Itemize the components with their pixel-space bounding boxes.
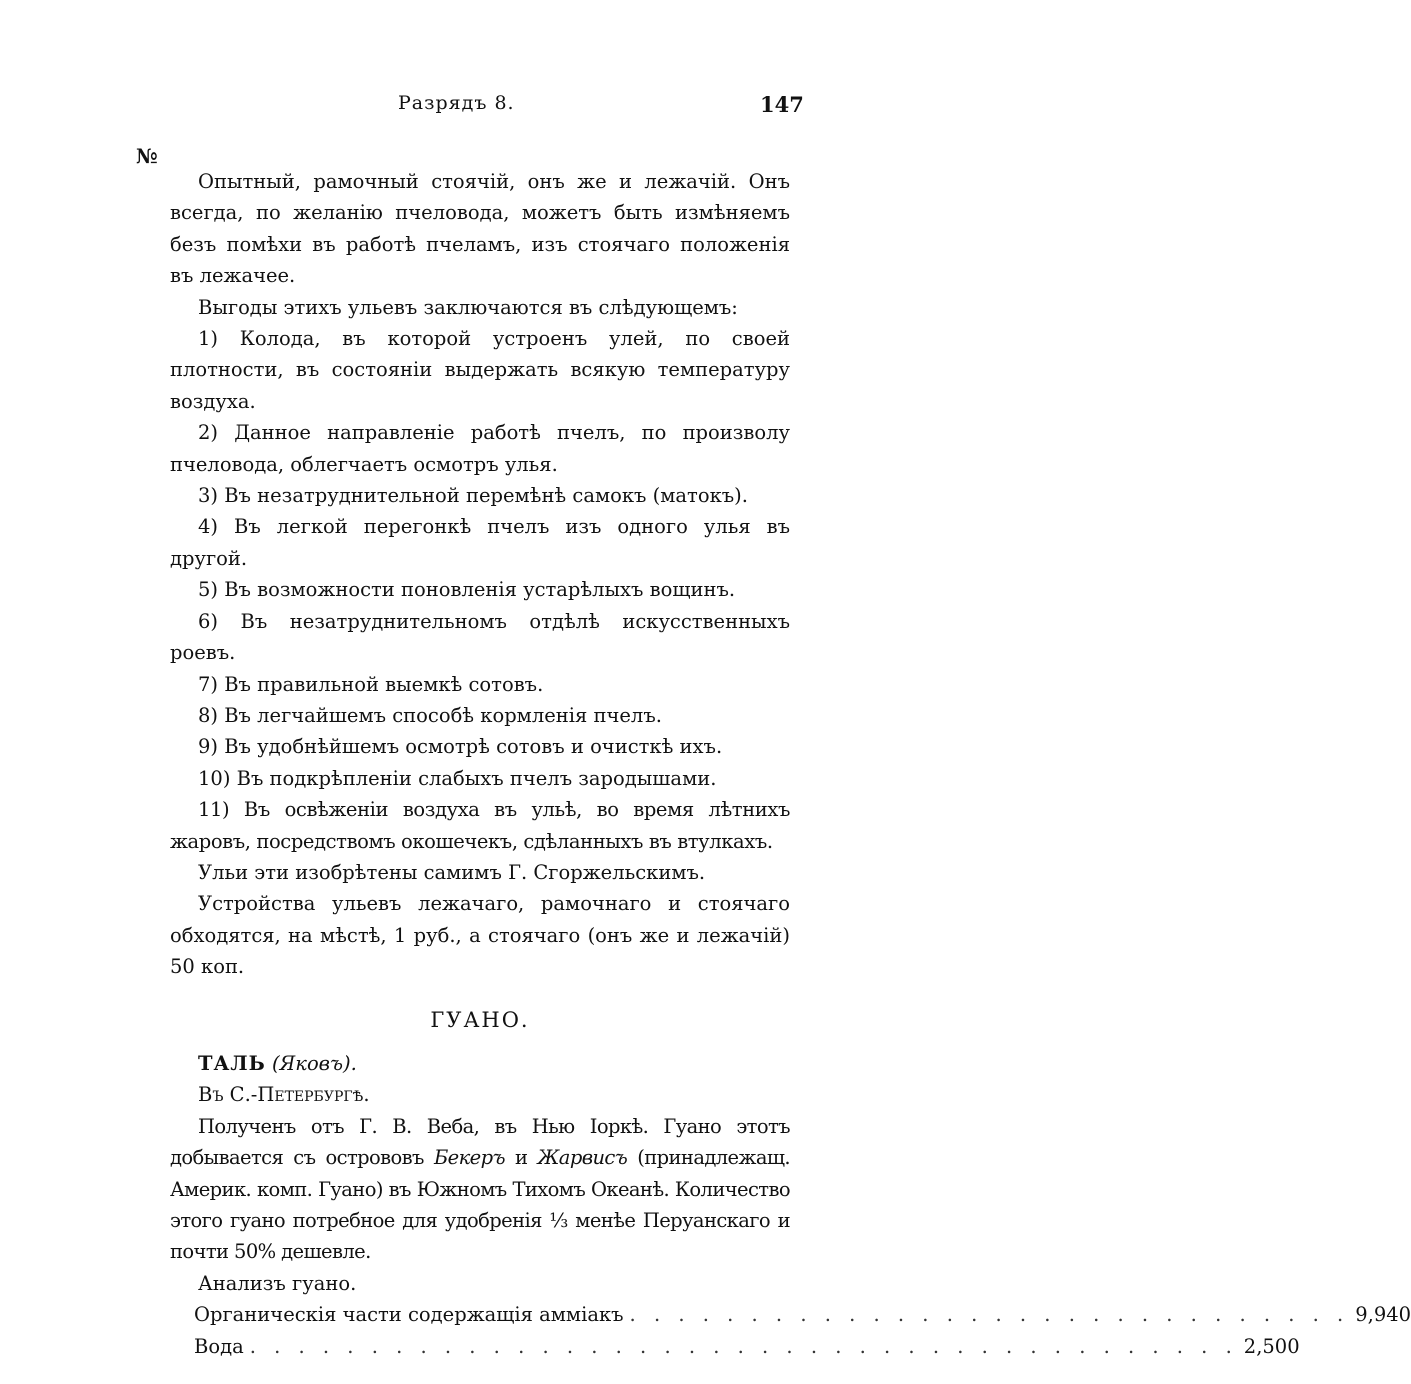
benefit-item: 11) Въ освѣженіи воздуха въ ульѣ, во время лѣтнихъ жаровъ, посредствомъ окошечекъ, сдѣланныхъ въ втулкахъ. xyxy=(170,798,790,853)
analysis-title: Анализъ гуано. xyxy=(198,1271,357,1295)
exhibitor-line xyxy=(170,1048,790,1079)
dot-leader: . . . . . . . . . . . . . . . . . . . . . . . . . . . . . . xyxy=(629,1303,1350,1327)
benefit-item: 9) Въ удобнѣйшемъ осмотрѣ сотовъ и очисткѣ ихъ. xyxy=(198,735,723,759)
benefit-item: 5) Въ возможности поновленія устарѣлыхъ вощинъ. xyxy=(198,578,736,602)
benefit-item: 4) Въ легкой перегонкѣ пчелъ изъ одного улья въ другой. xyxy=(170,515,790,570)
analysis-value: 9,940 xyxy=(1355,1303,1411,1327)
island-name: Бекеръ xyxy=(433,1146,505,1170)
running-head xyxy=(0,92,935,122)
analysis-row xyxy=(194,1299,1411,1330)
analysis-row xyxy=(194,1331,1300,1362)
analysis-label: Органическія части содержащія амміакъ xyxy=(194,1303,624,1327)
section-heading-guano: ГУАНО. xyxy=(430,1007,530,1032)
island-name: Жарвисъ xyxy=(537,1146,628,1170)
benefit-item: 7) Въ правильной выемкѣ сотовъ. xyxy=(198,672,544,696)
guano-description xyxy=(170,1111,790,1268)
exhibitor-city: Въ С.-Петербургѣ. xyxy=(198,1083,370,1107)
benefit-item: 10) Въ подкрѣпленіи слабыхъ пчелъ зародышами. xyxy=(198,766,717,790)
section-title: Разрядъ 8. xyxy=(398,92,515,114)
dot-leader: . . . . . . . . . . . . . . . . . . . . . . . . . . . . . . . . . . . . . . . . . xyxy=(249,1334,1238,1358)
exhibitor-name: ТАЛЬ xyxy=(198,1051,266,1075)
guano-text-conj: и xyxy=(504,1146,538,1170)
inventor-note: Ульи эти изобрѣтены самимъ Г. Сгоржельскимъ. xyxy=(198,860,706,884)
margin-number-sign: № xyxy=(136,144,158,168)
analysis-value: 2,500 xyxy=(1243,1334,1300,1358)
benefits-intro: Выгоды этихъ ульевъ заключаются въ слѣдующемъ: xyxy=(198,295,738,319)
guano-text-part1: Полученъ отъ Г. В. Веба, въ Нью Іоркѣ. Гуано этотъ добывается съ острововъ xyxy=(170,1114,790,1170)
page-body xyxy=(170,166,1411,1362)
benefit-item: 1) Колода, въ которой устроенъ улей, по своей плотности, въ состояніи выдержать всякую температуру воздуха. xyxy=(170,327,790,413)
benefit-item: 3) Въ незатруднительной перемѣнѣ самокъ (матокъ). xyxy=(198,484,748,508)
page-number: 147 xyxy=(760,92,804,117)
analysis-label: Вода xyxy=(194,1334,244,1358)
benefit-item: 8) Въ легчайшемъ способѣ кормленія пчелъ. xyxy=(198,703,662,727)
cost-note: Устройства ульевъ лежачаго, рамочнаго и стоячаго обходятся, на мѣстѣ, 1 руб., а стоячаго (онъ же и лежачій) 50 коп. xyxy=(170,892,790,979)
hive-description: Опытный, рамочный стоячій, онъ же и лежачій. Онъ всегда, по желанію пчеловода, можетъ быть измѣняемъ безъ помѣхи въ работѣ пчеламъ, изъ стоячаго положенія въ лежачее. xyxy=(170,170,790,288)
benefit-item: 2) Данное направленіе работѣ пчелъ, по произволу пчеловода, облегчаетъ осмотръ улья. xyxy=(170,421,790,476)
benefit-item: 6) Въ незатруднительномъ отдѣлѣ искусственныхъ роевъ. xyxy=(170,609,790,665)
exhibitor-given-name: (Яковъ). xyxy=(271,1051,357,1075)
guano-text-part2: (принадлежащ. Америк. комп. Гуано) въ Южномъ Тихомъ Океанѣ. Количество этого гуано потребное для удобренія ⅓ менѣе Перуанскаго и почти 50% дешевле. xyxy=(170,1146,790,1264)
